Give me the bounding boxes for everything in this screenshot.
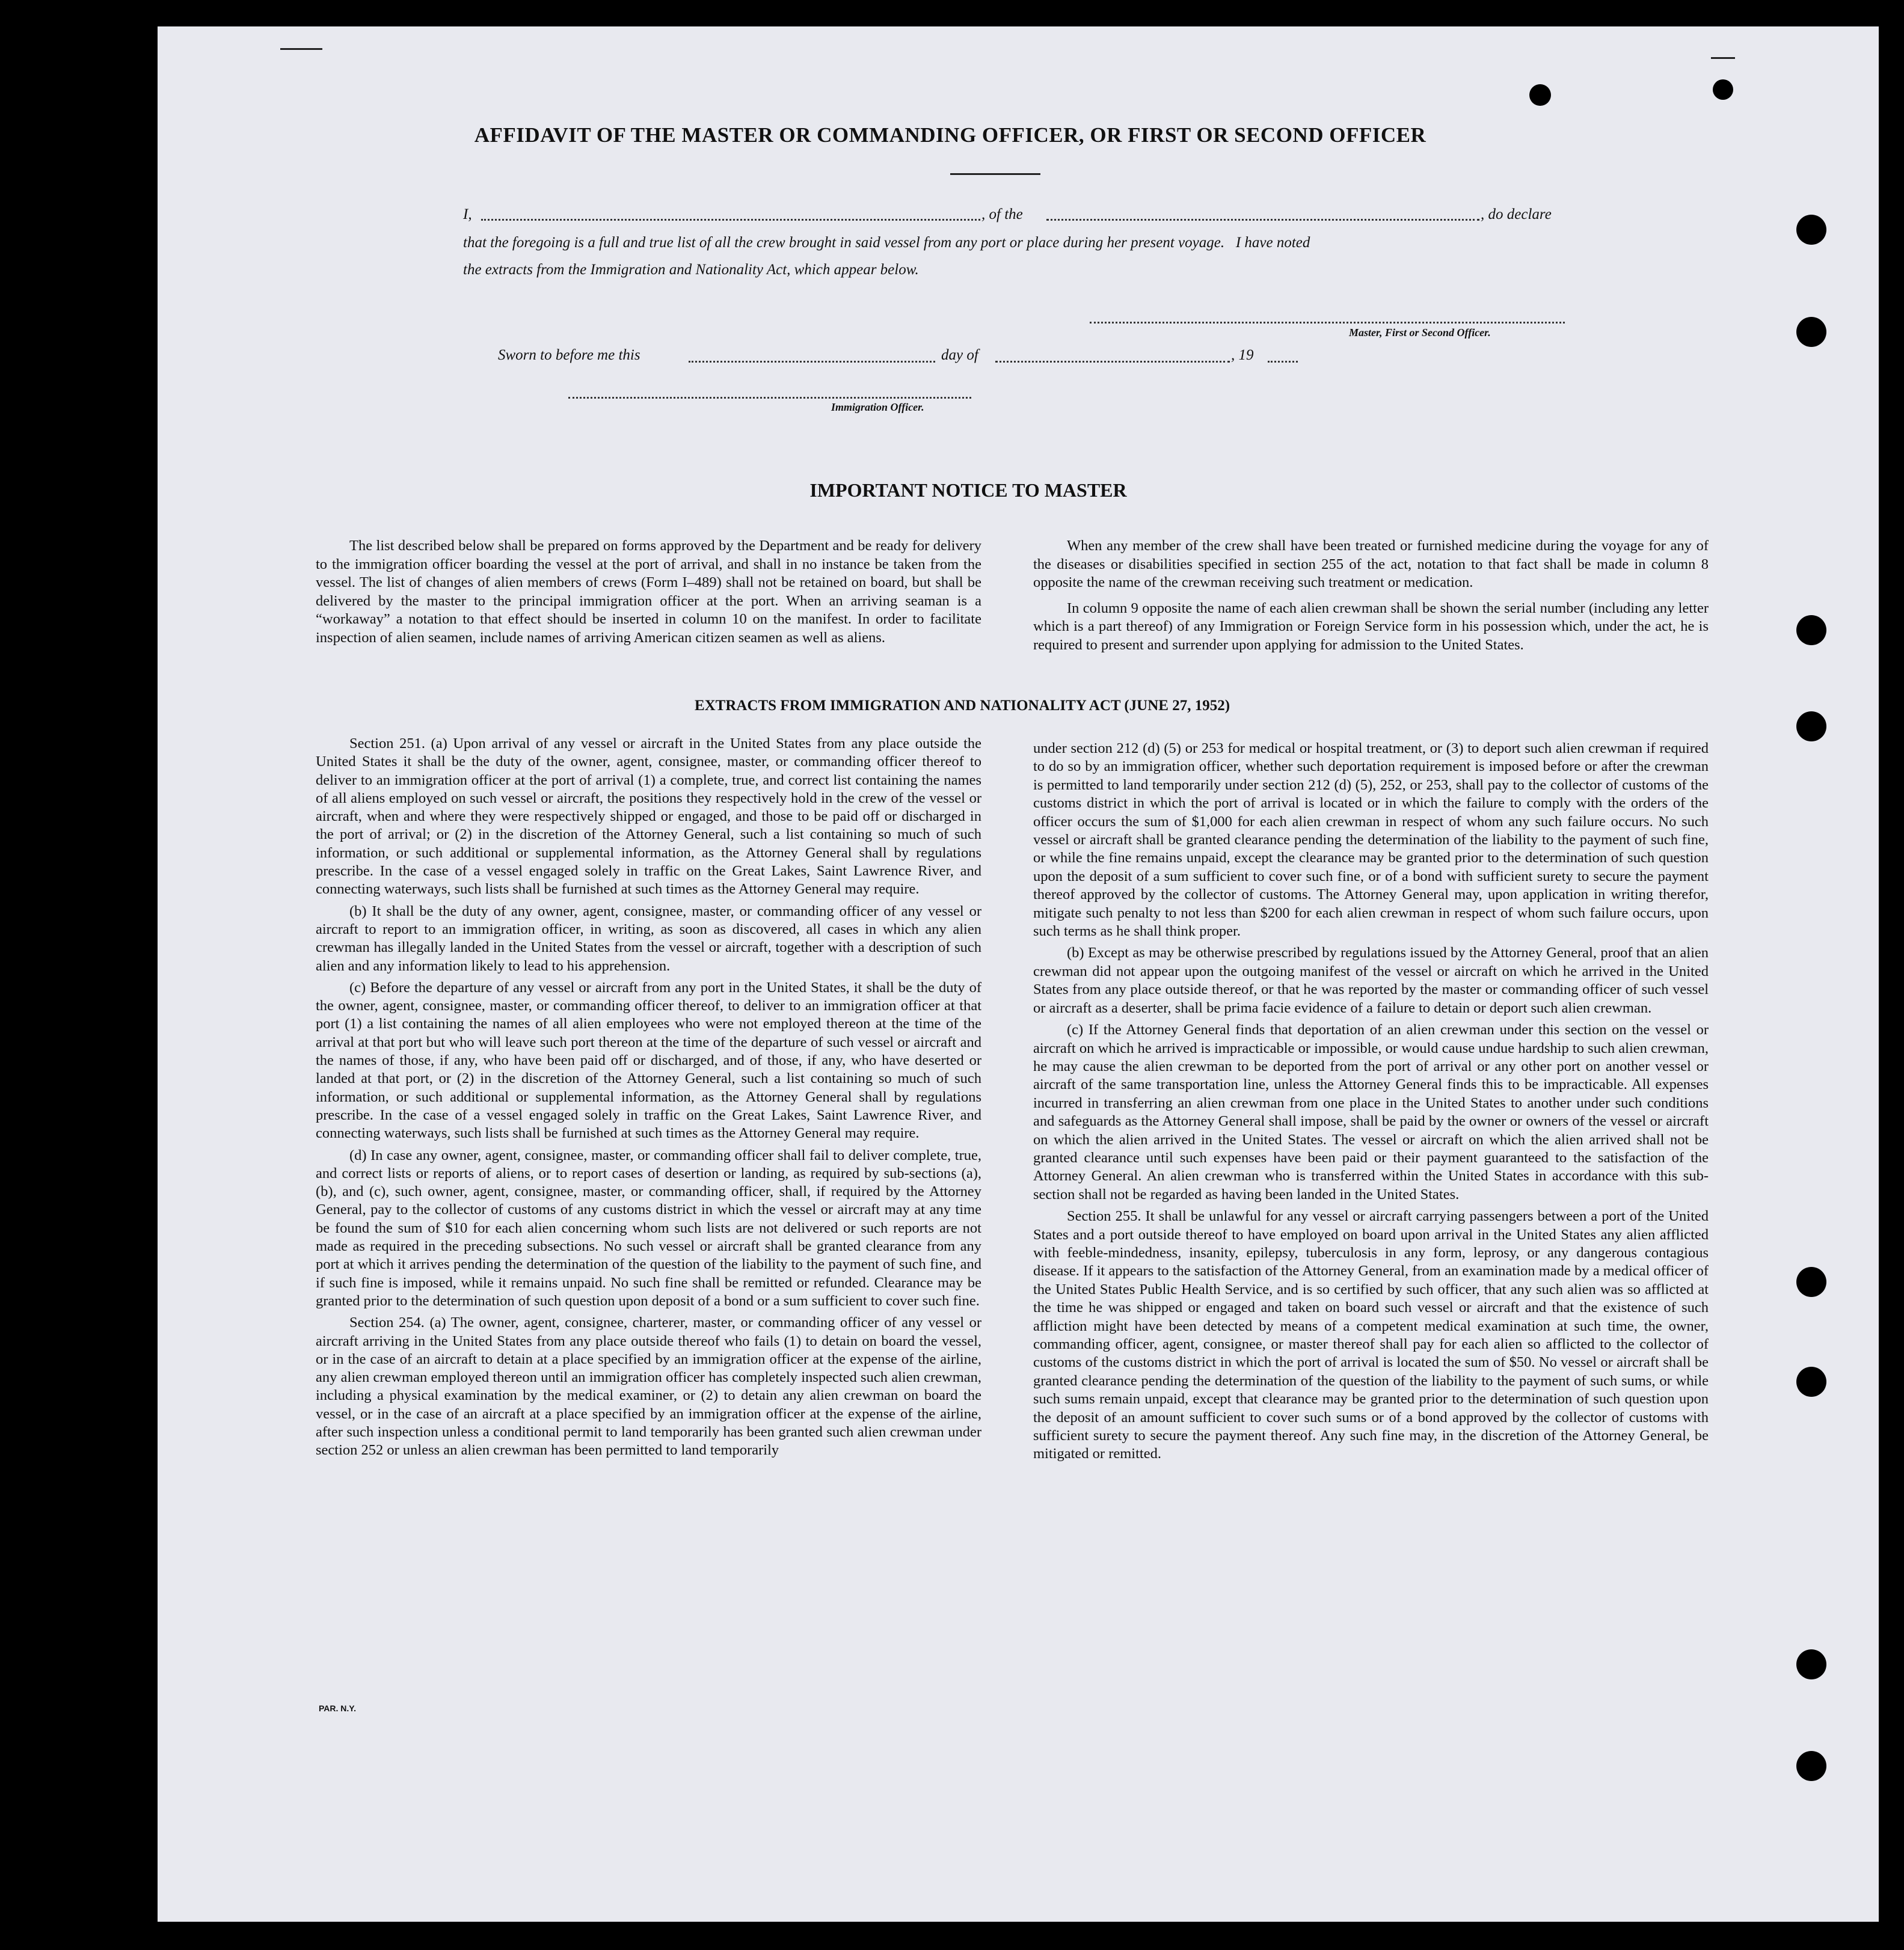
section-254-a: Section 254. (a) The owner, agent, consignee, charterer, master, or commanding officer of any vessel or aircraft arriving in the United States from any place outside thereof who fails (1) to detain on board the vessel, or in the case of an aircraft to detain at a place specified by an immigration officer at the expense of the airline, any alien crewman employed thereon until an immigration officer has completely inspected such alien crewman, including a physical examination by the medical examiner, or (2) to detain any alien crewman on board the vessel, or in the case of an aircraft at a place specified by an immigration officer at the expense of the airline, after such inspection unless a conditional permit to land temporarily has been granted such alien crewman under section 252 or unless an alien crewman has been permitted to land temporarily [316,1314,981,1459]
day-of-label: day of [941,347,978,363]
section-255: Section 255. It shall be unlawful for any vessel or aircraft carrying passengers between a port of the United States and a port outside thereof to have employed on board upon arrival in the United States any alien afflicted with feeble-mindedness, insanity, epilepsy, tuberculosis in any form, leprosy, or any dangerous contagious disease. If it appears to the satisfaction of the Attorney General, from an examination made by a medical officer of the United States Public Health Service, and is so certified by such officer, that any such alien was so afflicted at the time he was shipped or engaged and taken on board such vessel or aircraft and that the existence of such affliction might have been detected by means of a competent medical examination at such time, the owner, commanding officer, agent, consignee, or master thereof shall pay for each alien so afflicted to the collector of customs of the customs district in which the port of arrival is located the sum of $50. No vessel or aircraft shall be granted clearance pending the determination of the question of the liability to the payment of such sums, or while such sums remain unpaid, except that clearance may be granted prior to the determination of such question upon the deposit of an amount sufficient to cover such sums or of a bond approved by the collector of customs with sufficient surety to secure the payment thereof. Any such fine may, in the discretion of the Attorney General, be mitigated or remitted. [1033,1208,1709,1462]
affidavit-of-the-label: , of the [981,206,1023,222]
declaration-text-line1: that the foregoing is a full and true list of all the crew brought in said vessel from any port or place during her present voyage. I have noted [463,235,1310,251]
section-251-b: (b) It shall be the duty of any owner, agent, consignee, master, or commanding officer of any vessel or aircraft to report to an immigration officer, in writing, as soon as discovered, all cases in which any alien crewman has illegally landed in the United States from the vessel or aircraft, together with a description of such alien and any information likely to lead to his apprehension. [316,903,981,974]
affidavit-title: AFFIDAVIT OF THE MASTER OR COMMANDING OFFICER, OR FIRST OR SECOND OFFICER [474,123,1426,147]
declaration-text-line2: the extracts from the Immigration and Nationality Act, which appear below. [463,262,919,278]
punch-hole [1796,1751,1826,1781]
notice-right-paragraph-1: When any member of the crew shall have been treated or furnished medicine during the voyage for any of the diseases or disabilities specified in section 255 of the act, notation to that fact shall be made in column 8 opposite the name of the crewman receiving such treatment or medication. [1033,538,1709,590]
master-signature-label: Master, First or Second Officer. [1349,327,1491,339]
punch-hole [1796,1649,1826,1679]
notice-left-paragraph: The list described below shall be prepared on forms approved by the Department and be ready for delivery to the immigration officer boarding the vessel at the port of arrival, and shall in no instance be taken from the vessel. The list of changes of alien members of crews (Form I–489) shall not be retained on board, but shall be delivered by the master to the principal immigration officer at the port. When an arriving seaman is a “workaway” a notation to that effect should be inserted in column 10 on the manifest. In order to facilitate inspection of alien seamen, include names of arriving American citizen seamen as well as aliens. [316,538,981,646]
scan-speck [280,48,322,50]
section-251-d: (d) In case any owner, agent, consignee, master, or commanding officer shall fail to deliver complete, true, and correct lists or reports of aliens, or to report cases of desertion or landing, as required by sub-sections (a), (b), and (c), such owner, agent, consignee, master, or commanding officer, shall, if required by the Attorney General, pay to the collector of customs of any customs district in which the vessel or aircraft may at any time be found the sum of $10 for each alien concerning whom such lists are not delivered or such reports are not made as required in the preceding subsections. No such vessel or aircraft shall be granted clearance from any port at which it arrives pending the determination of the question of the liability to the payment of such fine, and if such fine is imposed, while it remains unpaid. No such fine shall be remitted or refunded. Clearance may be granted prior to the determination of such question upon deposit of a bond or a sum sufficient to cover such fine. [316,1147,981,1309]
name-blank-line[interactable] [481,219,980,221]
punch-hole [1796,711,1826,741]
year-label: , 19 [1231,347,1254,363]
punch-hole [1796,215,1826,245]
notice-title: IMPORTANT NOTICE TO MASTER [809,479,1127,501]
year-blank-line[interactable] [1268,361,1298,363]
printer-mark: PAR. N.Y. [319,1703,356,1713]
punch-hole [1796,317,1826,347]
section-251-c: (c) Before the departure of any vessel or aircraft from any port in the United States, it shall be the duty of the owner, agent, consignee, master, or commanding officer thereof, to deliver to an immigration officer at that port (1) a list containing the names of all alien employees who were not employed thereon at the time of the arrival at that port but who will leave such port thereon at the time of the departure of such vessel or aircraft and the names of those, if any, who have been paid off or discharged, and of those, if any, who have deserted or landed at that port, or (2) in the discretion of the Attorney General, such a list containing so much of such information, or such additional or supplemental information, as the Attorney General shall by regulations prescribe. In the case of a vessel engaged solely in traffic on the Great Lakes, Saint Lawrence River, and connecting waterways, such lists shall be furnished at such times as the Attorney General may require. [316,979,981,1142]
punch-hole [1796,615,1826,645]
sworn-day-blank-line[interactable] [689,361,935,363]
extracts-title: EXTRACTS FROM IMMIGRATION AND NATIONALITY ACT (JUNE 27, 1952) [694,698,1230,714]
master-signature-line[interactable] [1090,322,1565,323]
extracts-right-column [1033,740,1709,1467]
scan-speck [1711,57,1735,59]
affidavit-i-label: I, [463,206,472,222]
section-254-c: (c) If the Attorney General finds that deportation of an alien crewman under this section on the vessel or aircraft on which he arrived is impracticable or impossible, or would cause undue hardship to such alien crewman, he may cause the alien crewman to be deported from the port of arrival or any other port on another vessel or aircraft of the same transportation line, unless the Attorney General finds this to be impracticable. All expenses incurred in transferring an alien crewman from one place in the United States to another under such conditions and safeguards as the Attorney General shall impose, shall be paid by the owner or owners of the vessel or aircraft on which the alien arrived in the United States. The vessel or aircraft on which the alien arrived shall not be granted clearance until such expenses have been paid or their payment guaranteed to the satisfaction of the Attorney General. An alien crewman who is transferred within the United States in accordance with this sub-section shall not be regarded as having been landed in the United States. [1033,1022,1709,1203]
punch-hole [1713,79,1733,100]
affidavit-declare-label: , do declare [1481,206,1552,222]
sworn-label: Sworn to before me this [498,347,640,363]
title-underline [950,173,1040,175]
punch-hole [1796,1267,1826,1297]
extracts-left-column [316,735,981,1464]
month-blank-line[interactable] [995,361,1230,363]
immigration-officer-signature-line[interactable] [568,397,971,399]
notice-left-column [316,537,981,651]
punch-hole [1796,1367,1826,1397]
immigration-officer-label: Immigration Officer. [831,401,924,413]
notice-right-paragraph-2: In column 9 opposite the name of each alien crewman shall be shown the serial number (including any letter which is a part thereof) of any Immigration or Foreign Service form in his possession which, under the act, he is required to present and surrender upon applying for admission to the United States. [1033,599,1709,653]
section-251-a: Section 251. (a) Upon arrival of any vessel or aircraft in the United States from any place outside the United States it shall be the duty of the owner, agent, consignee, master, or commanding officer thereof to deliver to an immigration officer at the port of arrival (1) a complete, true, and correct list containing the names of all aliens employed on such vessel or aircraft, the positions they respectively hold in the crew of the vessel or aircraft, when and where they were respectively shipped or engaged, and those to be paid off or discharged in the port of arrival; or (2) in the discretion of the Attorney General, such a list containing so much of such information, or such additional or supplemental information, as the Attorney General shall by regulations prescribe. In the case of a vessel engaged solely in traffic on the Great Lakes, Saint Lawrence River, and connecting waterways, such lists shall be furnished at such times as the Attorney General may require. [316,735,981,898]
punch-hole [1529,84,1551,106]
section-254-b: (b) Except as may be otherwise prescribed by regulations issued by the Attorney General, proof that an alien crewman did not appear upon the outgoing manifest of the vessel or aircraft on which he arrived in the United States from any place outside thereof, or that he was reported by the master or commanding officer of such vessel or aircraft as a deserter, shall be prima facie evidence of a failure to detain or deport such alien crewman. [1033,945,1709,1016]
section-254-a-continued: under section 212 (d) (5) or 253 for medical or hospital treatment, or (3) to deport such alien crewman if required to do so by an immigration officer, whether such deportation requirement is imposed before or after the crewman is permitted to land temporarily under section 212 (d) (5), 252, or 253, shall pay to the collector of customs of the customs district in which the port of arrival is located or in which the failure to comply with the orders of the officer occurs the sum of $1,000 for each alien crewman in respect of whom any such failure occurs. No such vessel or aircraft shall be granted clearance pending the determination of the liability to the payment of such fine, or while the fine remains unpaid, except the clearance may be granted prior to the determination of such question upon the deposit of a sum sufficient to cover such fine, or of a bond with sufficient surety to secure the payment thereof approved by the collector of customs. The Attorney General may, upon application in writing therefor, mitigate such penalty to not less than $200 for each alien crewman in respect of whom such failure occurs, upon such terms as he shall think proper. [1033,740,1709,940]
vessel-blank-line[interactable] [1046,219,1479,221]
notice-right-column [1033,537,1709,658]
